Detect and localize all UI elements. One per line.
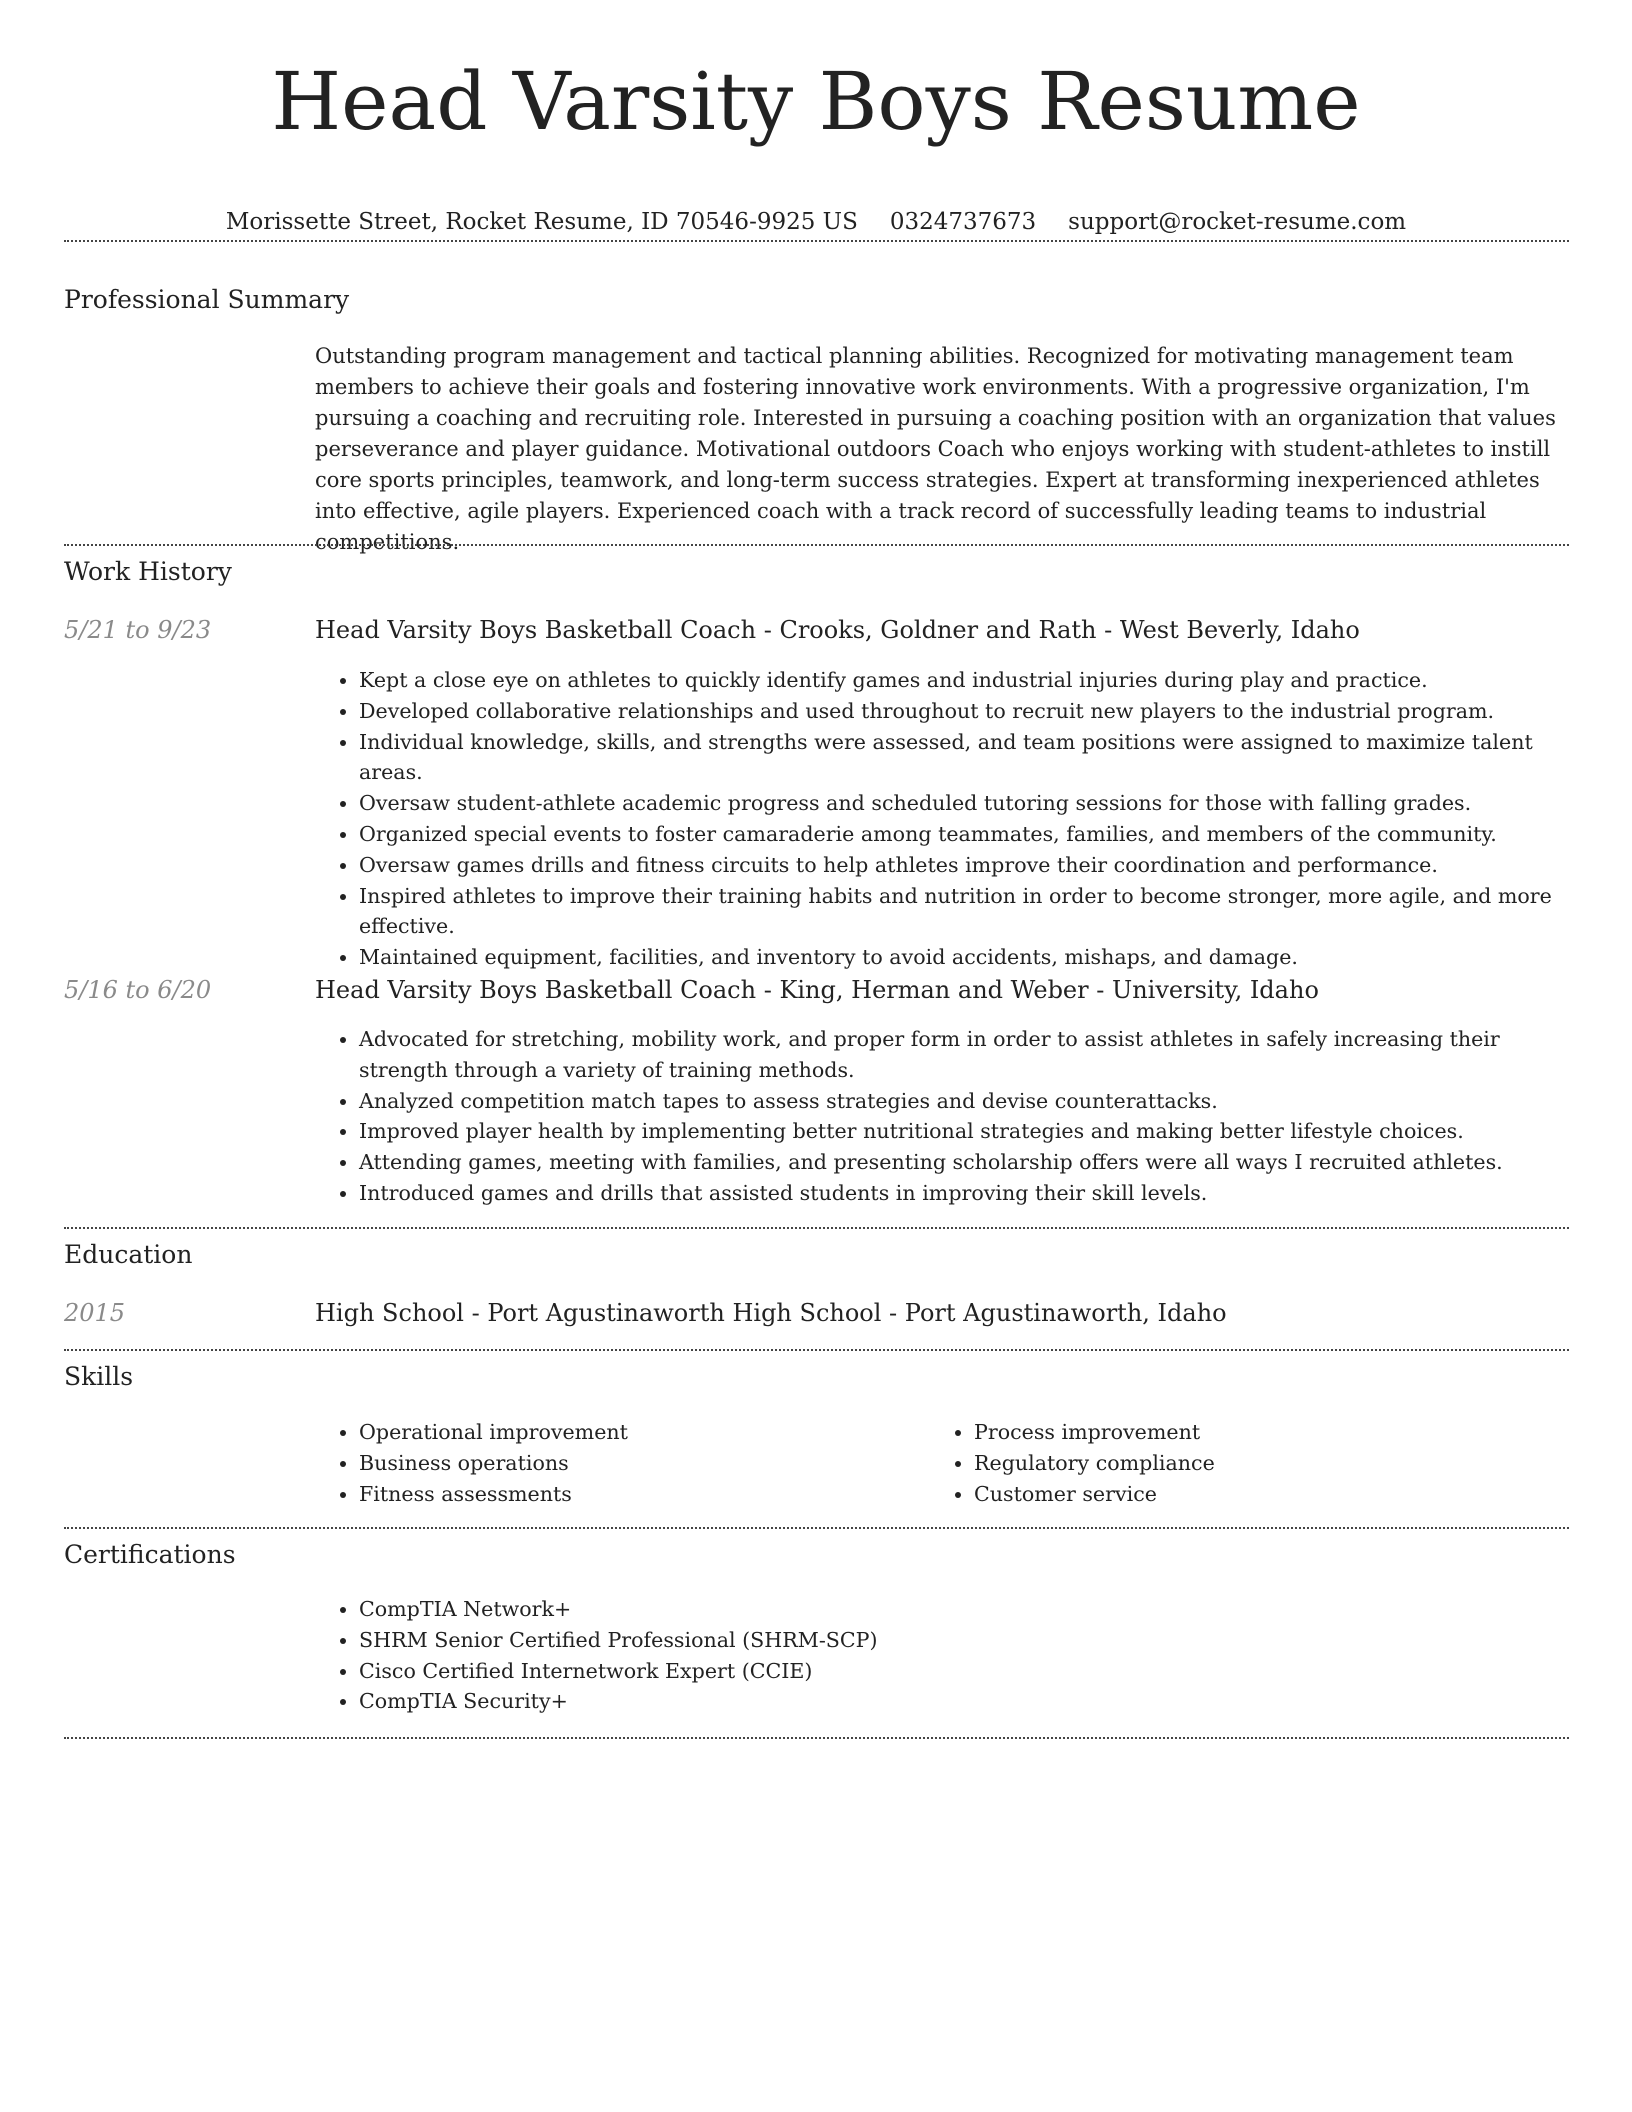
section-title-summary: Professional Summary <box>64 285 350 314</box>
certification-item: • Cisco Certified Internetwork Expert (CCIE) <box>359 1656 1565 1687</box>
job-bullet: • Kept a close eye on athletes to quickly identify games and industrial injuries during play and practice. <box>359 665 1565 696</box>
resume-name: Head Varsity Boys Resume <box>271 55 1361 148</box>
certification-item: • CompTIA Network+ <box>359 1594 1565 1625</box>
job-bullet: • Oversaw student-athlete academic progress and scheduled tutoring sessions for those with falling grades. <box>359 788 1565 819</box>
skill-item: • Operational improvement <box>359 1417 915 1448</box>
job-bullet: • Individual knowledge, skills, and strengths were assessed, and team positions were assigned to maximize talent areas. <box>359 727 1565 789</box>
job-bullet: • Inspired athletes to improve their training habits and nutrition in order to become stronger, more agile, and more effective. <box>359 881 1565 943</box>
certifications-list <box>315 1594 1565 1717</box>
job-bullet: • Introduced games and drills that assisted students in improving their skill levels. <box>359 1178 1565 1209</box>
resume-header <box>0 0 1632 238</box>
section-title-certifications: Certifications <box>64 1540 236 1569</box>
section-title-skills: Skills <box>64 1362 134 1391</box>
skill-item: • Regulatory compliance <box>974 1448 1530 1479</box>
job-heading: Head Varsity Boys Basketball Coach - Crooks, Goldner and Rath - West Beverly, Idaho <box>315 616 1360 644</box>
divider <box>64 1527 1569 1529</box>
skill-item: • Fitness assessments <box>359 1479 915 1510</box>
divider <box>64 544 1569 546</box>
certification-item: • SHRM Senior Certified Professional (SHRM-SCP) <box>359 1625 1565 1656</box>
contact-line <box>0 206 1632 238</box>
divider <box>64 1227 1569 1229</box>
skill-item: • Process improvement <box>974 1417 1530 1448</box>
skill-item: • Customer service <box>974 1479 1530 1510</box>
job-bullet: • Improved player health by implementing better nutritional strategies and making better lifestyle choices. <box>359 1116 1565 1147</box>
job-bullet: • Organized special events to foster camaraderie among teammates, families, and members of the community. <box>359 819 1565 850</box>
summary-text: Outstanding program management and tactical planning abilities. Recognized for motivating management team members to achieve their goals and fostering innovative work environments. With a progressive organization, I'm pursuing a coaching and recruiting role. Interested in pursuing a coaching position with an organization that values perseverance and player guidance. Motivational outdoors Coach who enjoys working with student-athletes to instill core sports principles, teamwork, and long-term success strategies. Expert at transforming inexperienced athletes into effective, agile players. Experienced coach with a track record of successfully leading teams to industrial competitions. <box>315 344 1556 554</box>
job-dates: 5/16 to 6/20 <box>64 976 212 1004</box>
divider <box>64 1737 1569 1739</box>
divider <box>64 240 1569 242</box>
contact-phone: 0324737673 <box>889 209 1037 235</box>
skills-list-left <box>315 1417 915 1510</box>
job-bullet: • Maintained equipment, facilities, and inventory to avoid accidents, mishaps, and damage. <box>359 942 1565 973</box>
job-bullet: • Analyzed competition match tapes to assess strategies and devise counterattacks. <box>359 1086 1565 1117</box>
job-bullet: • Developed collaborative relationships and used throughout to recruit new players to the industrial program. <box>359 696 1565 727</box>
skill-item: • Business operations <box>359 1448 915 1479</box>
job-bullets <box>315 665 1565 973</box>
job-heading: Head Varsity Boys Basketball Coach - King, Herman and Weber - University, Idaho <box>315 976 1319 1004</box>
job-bullets <box>315 1024 1565 1209</box>
skills-list-right <box>930 1417 1530 1510</box>
job-dates: 5/21 to 9/23 <box>64 616 212 644</box>
contact-email: support@rocket-resume.com <box>1068 209 1407 235</box>
job-bullet: • Attending games, meeting with families, and presenting scholarship offers were all ways I recruited athletes. <box>359 1147 1565 1178</box>
certification-item: • CompTIA Security+ <box>359 1686 1565 1717</box>
job-bullet: • Advocated for stretching, mobility work, and proper form in order to assist athletes in safely increasing their strength through a variety of training methods. <box>359 1024 1565 1086</box>
education-heading: High School - Port Agustinaworth High School - Port Agustinaworth, Idaho <box>315 1299 1227 1327</box>
education-year: 2015 <box>64 1299 126 1327</box>
job-bullet: • Oversaw games drills and fitness circuits to help athletes improve their coordination and performance. <box>359 850 1565 881</box>
divider <box>64 1349 1569 1351</box>
section-title-work-history: Work History <box>64 557 232 586</box>
contact-address: Morissette Street, Rocket Resume, ID 70546-9925 US <box>225 209 858 235</box>
section-title-education: Education <box>64 1240 193 1269</box>
